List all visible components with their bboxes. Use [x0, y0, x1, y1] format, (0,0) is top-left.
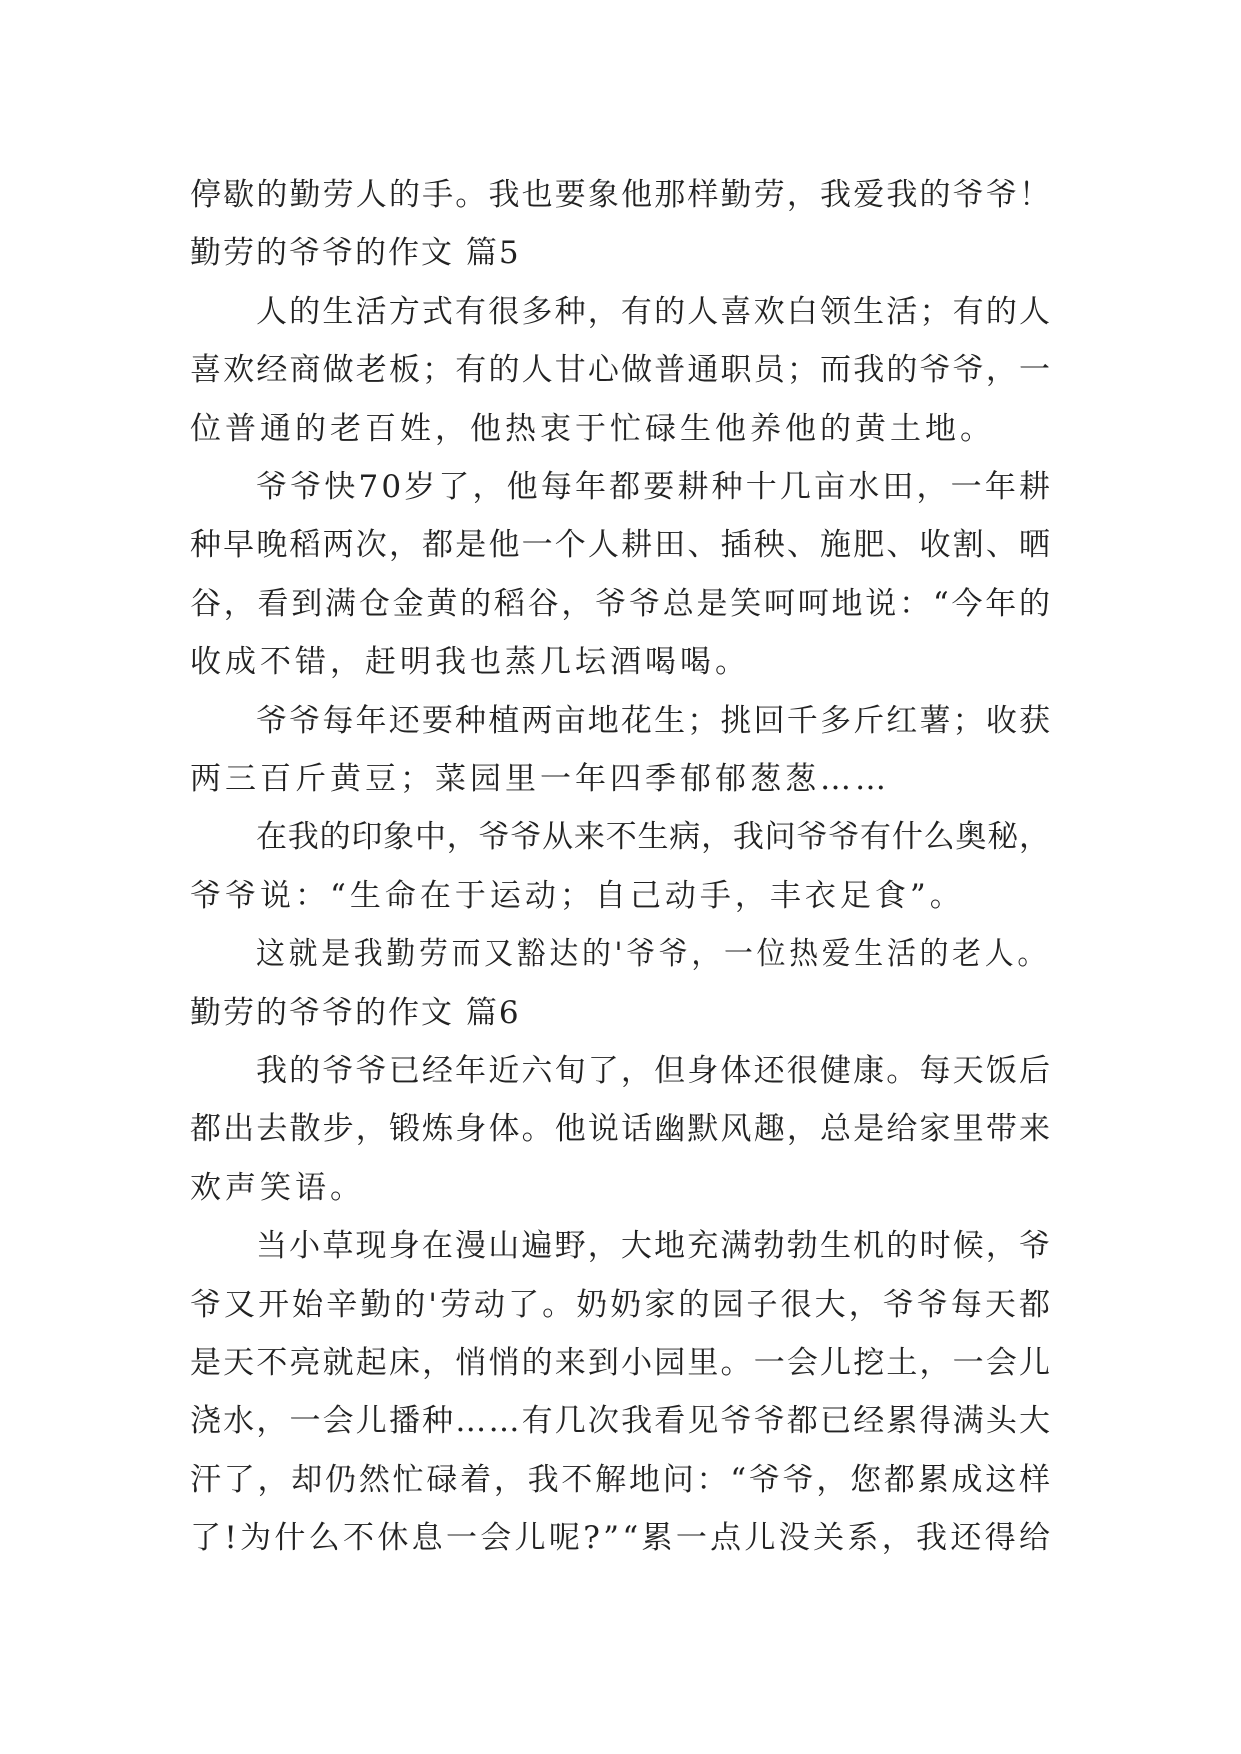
text-line: [0, 1043, 1241, 1099]
line-text: 停歇的勤劳人的手。我也要象他那样勤劳，我爱我的爷爷！: [190, 177, 1053, 213]
text-line: [0, 1452, 1241, 1508]
line-text: 收成不错，赶明我也蒸几坛酒喝喝。: [190, 644, 750, 681]
text-line: [0, 751, 1241, 807]
line-text: 这就是我勤劳而又豁达的'爷爷，一位热爱生活的老人。: [256, 936, 1050, 973]
line-text: 了!为什么不休息一会儿呢?”“累一点儿没关系，我还得给: [190, 1520, 1054, 1557]
text-line: [0, 1160, 1241, 1216]
text-line: [0, 809, 1241, 865]
line-text: 我的爷爷已经年近六旬了，但身体还很健康。每天饭后: [256, 1053, 1053, 1089]
text-line: [0, 693, 1241, 749]
text-line: [0, 634, 1241, 690]
text-line: [0, 576, 1241, 632]
section-heading: [0, 225, 1241, 281]
line-text: 谷，看到满仓金黄的稻谷，爷爷总是笑呵呵地说：“今年的: [190, 585, 1053, 622]
line-text: 当小草现身在漫山遍野，大地充满勃勃生机的时候，爷: [256, 1228, 1053, 1265]
line-text: 浇水，一会儿播种……有几次我看见爷爷都已经累得满头大: [190, 1403, 1053, 1440]
line-text: 种早晚稻两次，都是他一个人耕田、插秧、施肥、收割、晒: [190, 527, 1053, 564]
text-line: [0, 167, 1241, 223]
line-text: 是天不亮就起床，悄悄的来到小园里。一会儿挖土，一会儿: [190, 1345, 1053, 1381]
line-text: 喜欢经商做老板；有的人甘心做普通职员；而我的爷爷，一: [190, 352, 1053, 389]
line-text: 人的生活方式有很多种，有的人喜欢白领生活；有的人: [256, 293, 1053, 330]
text-line: [0, 868, 1241, 924]
line-text: 都出去散步，锻炼身体。他说话幽默风趣，总是给家里带来: [190, 1111, 1053, 1148]
text-line: [0, 1277, 1241, 1333]
line-text: 爷爷说：“生命在于运动；自己动手，丰衣足食”。: [190, 877, 965, 914]
line-text: 爷又开始辛勤的'劳动了。奶奶家的园子很大，爷爷每天都: [190, 1286, 1054, 1323]
text-line: [0, 401, 1241, 457]
line-text: 勤劳的爷爷的作文 篇6: [190, 994, 521, 1031]
text-line: [0, 1218, 1241, 1274]
text-line: [0, 1393, 1241, 1449]
line-text: 勤劳的爷爷的作文 篇5: [190, 235, 521, 272]
line-text: 欢声笑语。: [190, 1169, 365, 1206]
text-line: [0, 926, 1241, 982]
line-text: 爷爷每年还要种植两亩地花生；挑回千多斤红薯；收获: [256, 702, 1053, 739]
text-line: [0, 517, 1241, 573]
line-text: 在我的印象中，爷爷从来不生病，我问爷爷有什么奥秘，: [256, 819, 1051, 856]
text-line: [0, 1335, 1241, 1391]
section-heading: [0, 985, 1241, 1041]
text-line: [0, 1101, 1241, 1157]
line-text: 汗了，却仍然忙碌着，我不解地问：“爷爷，您都累成这样: [190, 1461, 1053, 1498]
line-text: 爷爷快70岁了，他每年都要耕种十几亩水田，一年耕: [256, 469, 1054, 505]
line-text: 两三百斤黄豆；菜园里一年四季郁郁葱葱……: [190, 761, 890, 797]
text-line: [0, 1510, 1241, 1566]
text-line: [0, 284, 1241, 340]
text-line: [0, 459, 1241, 515]
line-text: 位普通的老百姓，他热衷于忙碌生他养他的黄土地。: [190, 410, 995, 447]
text-line: [0, 342, 1241, 398]
